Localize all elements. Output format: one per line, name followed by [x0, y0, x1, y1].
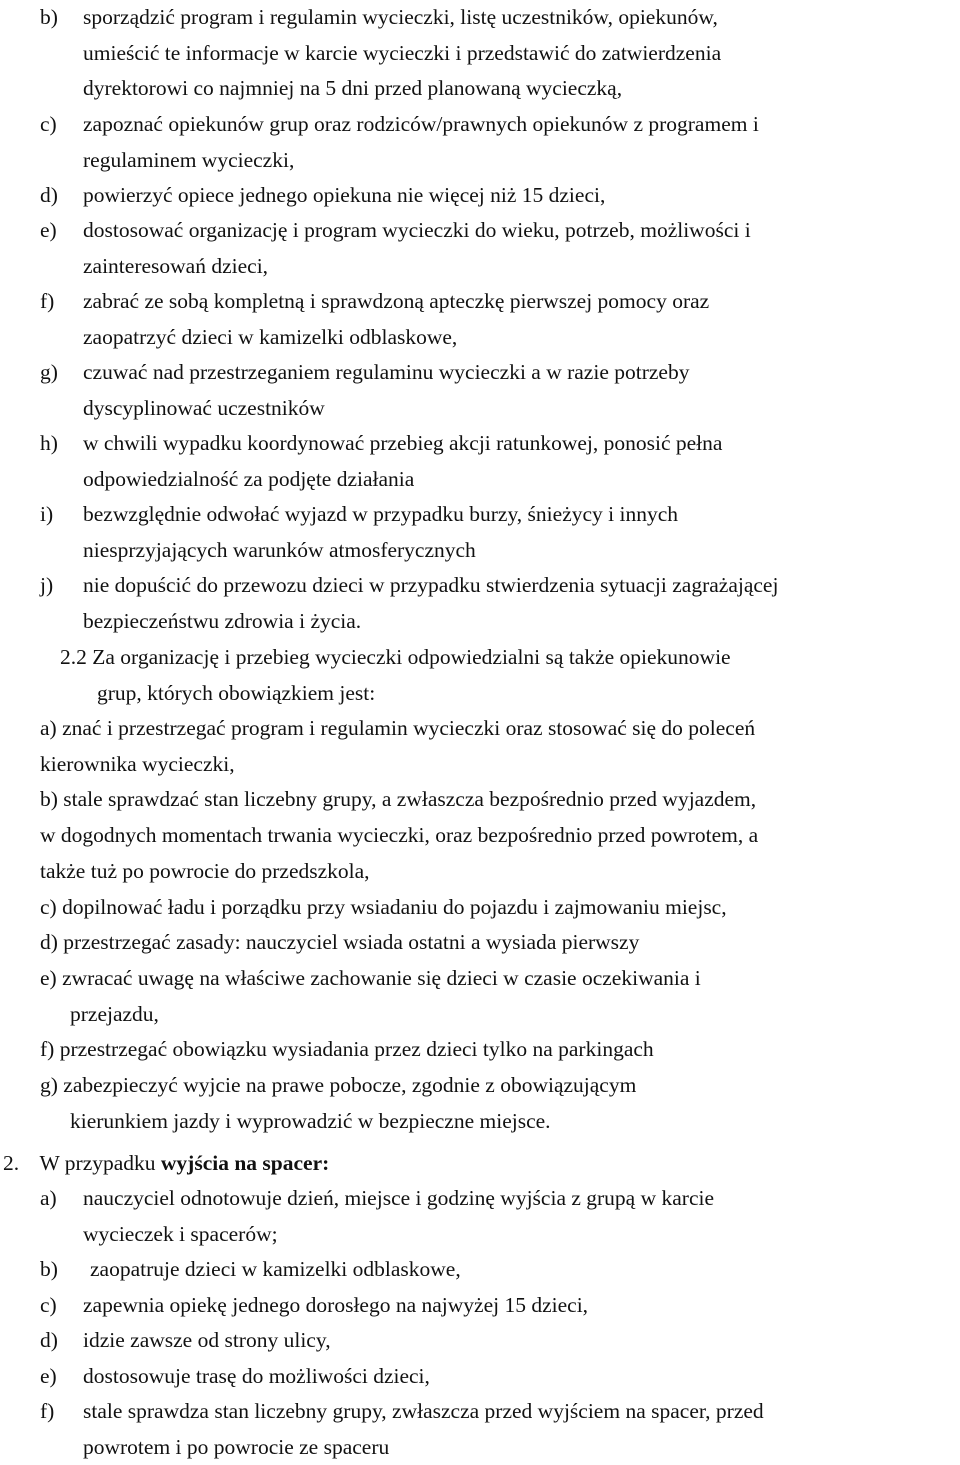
list-item-text: zapoznać opiekunów grup oraz rodziców/prawnych opiekunów z programem i regulaminem wycieczki, [83, 112, 759, 172]
list-item-text: dostosować organizację i program wycieczki do wieku, potrzeb, możliwości i zainteresowań dzieci, [83, 218, 751, 278]
list-item-label: c) [40, 112, 57, 136]
list-item-text: zapewnia opiekę jednego dorosłego na najwyżej 15 dzieci, [83, 1293, 589, 1317]
list-item-text: nauczyciel odnotowuje dzień, miejsce i godzinę wyjścia z grupą w karcie wycieczek i spacerów; [83, 1186, 715, 1246]
list-item-text: bezwzględnie odwołać wyjazd w przypadku burzy, śnieżycy i innych niesprzyjających warunków atmosferycznych [83, 502, 679, 562]
list-item-text: zabrać ze sobą kompletną i sprawdzoną apteczkę pierwszej pomocy oraz zaopatrzyć dzieci w kamizelki odblaskowe, [83, 289, 710, 349]
list-item-label: h) [40, 431, 58, 455]
list-item-label: b) [40, 5, 58, 29]
list-item-label: j) [40, 573, 54, 597]
section-2-2-heading: 2.2 Za organizację i przebieg wycieczki odpowiedzialni są także opiekunowie [60, 645, 731, 669]
list-item-label: f) [40, 1399, 55, 1423]
list-item-label: b) [40, 1257, 58, 1281]
list-item-text: nie dopuścić do przewozu dzieci w przypadku stwierdzenia sytuacji zagrażającej bezpieczeństwu zdrowia i życia. [83, 573, 779, 633]
list-item-text: stale sprawdza stan liczebny grupy, zwłaszcza przed wyjściem na spacer, przed powrotem i po powrocie ze spaceru [83, 1399, 764, 1459]
list-item-label: e) [40, 1364, 57, 1388]
list-item-label: d) [40, 183, 58, 207]
list-item-label: f) [40, 289, 55, 313]
section-intro: W przypadku [39, 1151, 161, 1175]
list-item-label: c) [40, 1293, 57, 1317]
section-bold-title: wyjścia na spacer: [160, 1151, 330, 1175]
list-item-text: idzie zawsze od strony ulicy, [83, 1328, 331, 1352]
list-item-label: i) [40, 502, 54, 526]
section-number: 2. [3, 1151, 20, 1175]
list-item-label: d) [40, 1328, 58, 1352]
section-2-2-body: a) znać i przestrzegać program i regulamin wycieczki oraz stosować się do poleceń kierownika wycieczki, b) stale sprawdzać stan liczebny grupy, a zwłaszcza bezpośrednio przed wyjazdem, w dogodnych momentach trwania wycieczki, oraz bezpośrednio przed powrotem, a także tuż po powrocie do przedszkola, c) dopilnować ładu i porządku przy wsiadaniu do pojazdu i zajmowaniu miejsc, d) przestrzegać zasady: nauczyciel wsiada ostatni a wysiada pierwszy e) zwracać uwagę na właściwe zachowanie się dzieci w czasie oczekiwania i przejazdu, f) przestrzegać obowiązku wysiadania przez dzieci tylko na parkingach g) zabezpieczyć wyjcie na prawe pobocze, zgodnie z obowiązującym kierunkiem jazdy i wyprowadzić w bezpieczne miejsce. [40, 716, 759, 1133]
list-item-label: g) [40, 360, 58, 384]
section-2-2-heading-cont: grup, których obowiązkiem jest: [97, 681, 376, 705]
list-item-text: czuwać nad przestrzeganiem regulaminu wycieczki a w razie potrzeby dyscyplinować uczestników [83, 360, 690, 420]
list-item-text: powierzyć opiece jednego opiekuna nie więcej niż 15 dzieci, [83, 183, 606, 207]
list-item-text: w chwili wypadku koordynować przebieg akcji ratunkowej, ponosić pełna odpowiedzialność za podjęte działania [83, 431, 723, 491]
list-item-text: dostosowuje trasę do możliwości dzieci, [83, 1364, 430, 1388]
section-2-heading [3, 1146, 329, 1182]
list-item-label: a) [40, 1186, 57, 1210]
list-item-label: e) [40, 218, 57, 242]
list-item-text: sporządzić program i regulamin wycieczki, listę uczestników, opiekunów, umieścić te informacje w karcie wycieczki i przedstawić do zatwierdzenia dyrektorowi co najmniej na 5 dni przed planowaną wycieczką, [83, 5, 722, 101]
list-item-text: zaopatruje dzieci w kamizelki odblaskowe, [90, 1257, 461, 1281]
